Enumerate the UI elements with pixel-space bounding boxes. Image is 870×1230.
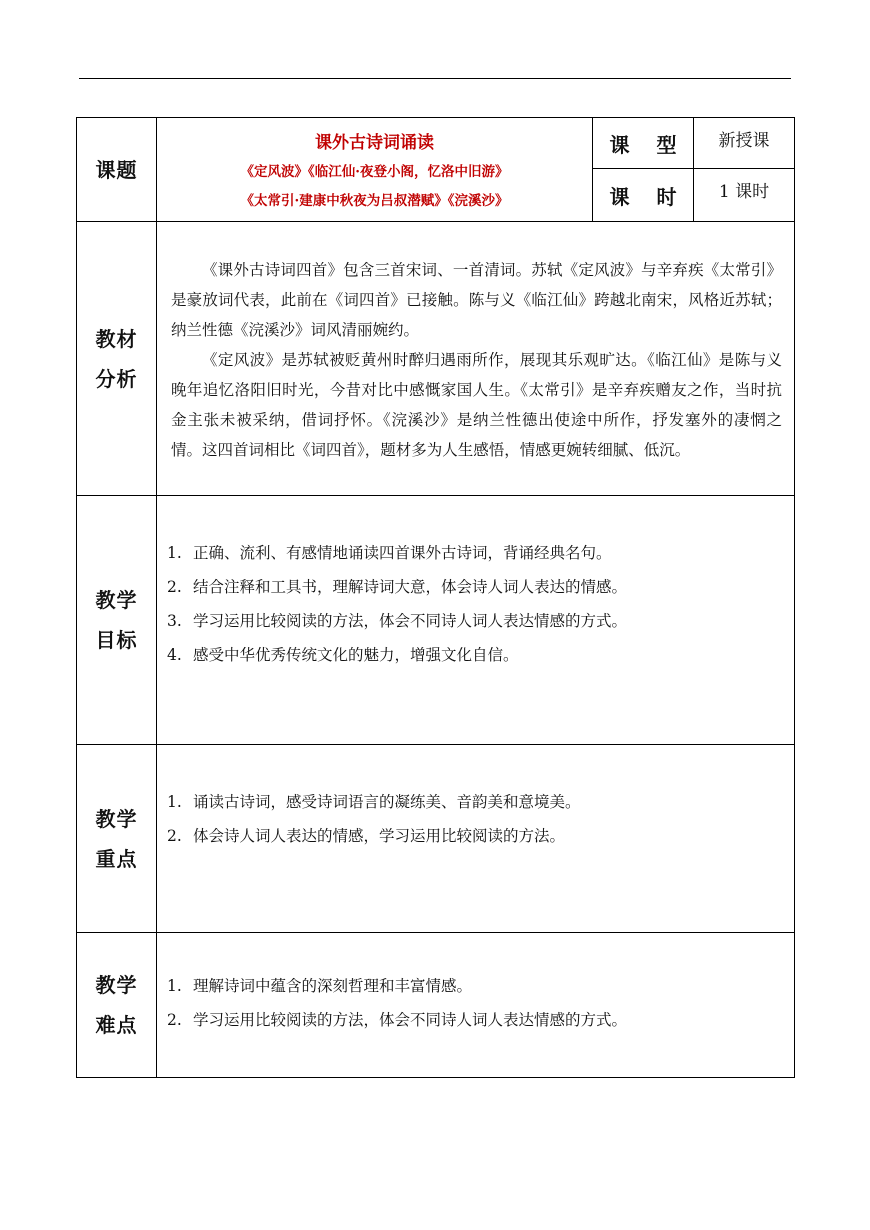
goals-label: 教学 目标 [77, 496, 157, 745]
goals-row [77, 496, 795, 745]
list-item: 1. 正确、流利、有感情地诵读四首课外古诗词，背诵经典名句。 [167, 544, 612, 562]
difficulties-content [157, 933, 795, 1078]
class-hours-label: 课 时 [593, 169, 694, 222]
list-item: 2. 体会诗人词人表达的情感，学习运用比较阅读的方法。 [167, 827, 566, 845]
class-hours-value: 1 课时 [694, 169, 795, 222]
header-rule [79, 78, 791, 79]
course-title: 课外古诗词诵读 [315, 132, 434, 153]
course-title-cell [157, 118, 593, 222]
goals-content [157, 496, 795, 745]
class-type-label: 课 型 [593, 118, 694, 169]
analysis-row [77, 222, 795, 496]
list-item: 1. 理解诗词中蕴含的深刻哲理和丰富情感。 [167, 977, 473, 995]
list-item: 1. 诵读古诗词，感受诗词语言的凝练美、音韵美和意境美。 [167, 793, 581, 811]
key-points-content [157, 745, 795, 933]
list-item: 2. 学习运用比较阅读的方法，体会不同诗人词人表达情感的方式。 [167, 1011, 628, 1029]
difficulties-label: 教学 难点 [77, 933, 157, 1078]
key-points-row [77, 745, 795, 933]
class-type-value: 新授课 [694, 118, 795, 169]
poems-line-2: 《太常引·建康中秋夜为吕叔潜赋》《浣溪沙》 [240, 192, 509, 209]
list-item: 2. 结合注释和工具书，理解诗词大意，体会诗人词人表达的情感。 [167, 578, 628, 596]
header-row-type [77, 118, 795, 169]
difficulties-row [77, 933, 795, 1078]
analysis-paragraph-2: 《定风波》是苏轼被贬黄州时醉归遇雨所作，展现其乐观旷达。《临江仙》是陈与义晚年追忆洛阳旧时光，今昔对比中感慨家国人生。《太常引》是辛弃疾赠友之作，当时抗金主张未被采纳，借词抒怀。《浣溪沙》是纳兰性德出使途中所作，抒发塞外的凄惘之情。这四首词相比《词四首》，题材多为人生感悟，情感更婉转细腻、低沉。 [171, 350, 782, 459]
poems-line-1: 《定风波》《临江仙·夜登小阁，忆洛中旧游》 [240, 163, 509, 180]
analysis-content [157, 222, 795, 496]
lesson-plan-table [76, 117, 795, 1078]
list-item: 3. 学习运用比较阅读的方法，体会不同诗人词人表达情感的方式。 [167, 612, 628, 630]
analysis-label: 教材 分析 [77, 222, 157, 496]
analysis-paragraph-1: 《课外古诗词四首》包含三首宋词、一首清词。苏轼《定风波》与辛弃疾《太常引》是豪放词代表，此前在《词四首》已接触。陈与义《临江仙》跨越北南宋，风格近苏轼；纳兰性德《浣溪沙》词风清丽婉约。 [171, 260, 782, 339]
key-points-label: 教学 重点 [77, 745, 157, 933]
course-label: 课题 [77, 118, 157, 222]
list-item: 4. 感受中华优秀传统文化的魅力，增强文化自信。 [167, 646, 519, 664]
